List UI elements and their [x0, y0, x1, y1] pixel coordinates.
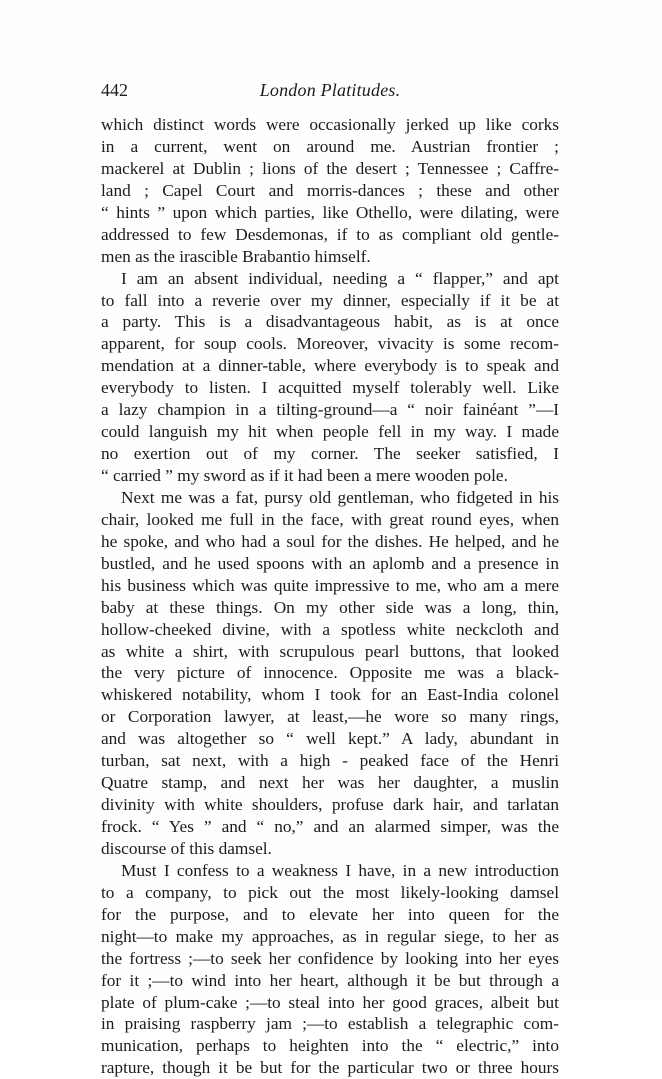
text-line: a party. This is a disadvantageous habit, as is at once	[101, 312, 559, 332]
text-line: addressed to few Desdemonas, if to as compliant old gentle-	[101, 224, 559, 244]
text-line: to fall into a reverie over my dinner, especially if it be at	[101, 290, 559, 310]
text-line: bustled, and he used spoons with an aplomb and a presence in	[101, 553, 559, 573]
text-line: Next me was a fat, pursy old gentleman, who fidgeted in his	[121, 487, 559, 507]
text-line: could languish my hit when people fell in my way. I made	[101, 422, 559, 442]
text-line: hollow-cheeked divine, with a spotless white neckcloth and	[101, 619, 559, 639]
text-line: the fortress ;—to seek her confidence by looking into her eyes	[101, 948, 559, 968]
text-line: for it ;—to wind into her heart, although it be but through a	[101, 970, 559, 990]
text-line: his business which was quite impressive to me, who am a mere	[101, 575, 559, 595]
text-line: a lazy champion in a tilting-ground—a “ noir fainéant ”—I	[101, 400, 559, 420]
text-line: munication, perhaps to heighten into the “ electric,” into	[101, 1036, 559, 1056]
text-line: plate of plum-cake ;—to steal into her good graces, albeit but	[101, 992, 559, 1012]
text-line: the very picture of innocence. Opposite me was a black-	[101, 663, 559, 683]
text-line: for the purpose, and to elevate her into queen for the	[101, 904, 559, 924]
text-line: and was altogether so “ well kept.” A lady, abundant in	[101, 729, 559, 749]
running-title: London Platitudes.	[259, 80, 401, 100]
text-line: chair, looked me full in the face, with great round eyes, when	[101, 509, 559, 529]
page-number: 442	[101, 80, 128, 100]
text-line: rapture, though it be but for the particular two or three hours	[101, 1058, 559, 1078]
text-line: men as the irascible Brabantio himself.	[101, 246, 371, 266]
text-line: which distinct words were occasionally jerked up like corks	[101, 115, 559, 134]
text-line: as white a shirt, with scrupulous pearl buttons, that looked	[101, 641, 559, 661]
text-line: in praising raspberry jam ;—to establish a telegraphic com-	[101, 1014, 559, 1034]
text-line: “ carried ” my sword as if it had been a mere wooden pole.	[101, 466, 508, 485]
text-line: “ hints ” upon which parties, like Othello, were dilating, were	[101, 202, 559, 222]
page-header	[101, 78, 559, 102]
text-line: I am an absent individual, needing a “ flapper,” and apt	[121, 268, 559, 288]
text-line: mackerel at Dublin ; lions of the desert ; Tennessee ; Caffre-	[101, 158, 559, 178]
text-line: night—to make my approaches, as in regular siege, to her as	[101, 926, 559, 946]
text-line: or Corporation lawyer, at least,—he wore so many rings,	[101, 707, 559, 727]
text-line: baby at these things. On my other side was a long, thin,	[101, 597, 559, 617]
text-line: Quatre stamp, and next her was her daughter, a muslin	[101, 773, 559, 793]
text-line: divinity with white shoulders, profuse dark hair, and tarlatan	[101, 795, 559, 815]
text-line: no exertion out of my corner. The seeker satisfied, I	[101, 444, 559, 464]
text-line: in a current, went on around me. Austrian frontier ;	[101, 136, 559, 156]
text-line: discourse of this damsel.	[101, 838, 272, 858]
text-line: whiskered notability, whom I took for an East-India colonel	[101, 685, 559, 705]
text-line: he spoke, and who had a soul for the dishes. He helped, and he	[101, 531, 559, 551]
text-line: frock. “ Yes ” and “ no,” and an alarmed simper, was the	[101, 817, 559, 836]
text-line: everybody to listen. I acquitted myself tolerably well. Like	[101, 378, 559, 398]
text-line: Must I confess to a weakness I have, in a new introduction	[121, 860, 559, 880]
text-line: land ; Capel Court and morris-dances ; these and other	[101, 180, 559, 200]
text-line: to a company, to pick out the most likely-looking damsel	[101, 882, 559, 902]
text-line: mendation at a dinner-table, where everybody is to speak and	[101, 356, 559, 376]
body-text	[101, 114, 559, 1079]
text-line: apparent, for soup cools. Moreover, vivacity is some recom-	[101, 334, 559, 354]
text-line: turban, sat next, with a high - peaked face of the Henri	[101, 751, 559, 771]
